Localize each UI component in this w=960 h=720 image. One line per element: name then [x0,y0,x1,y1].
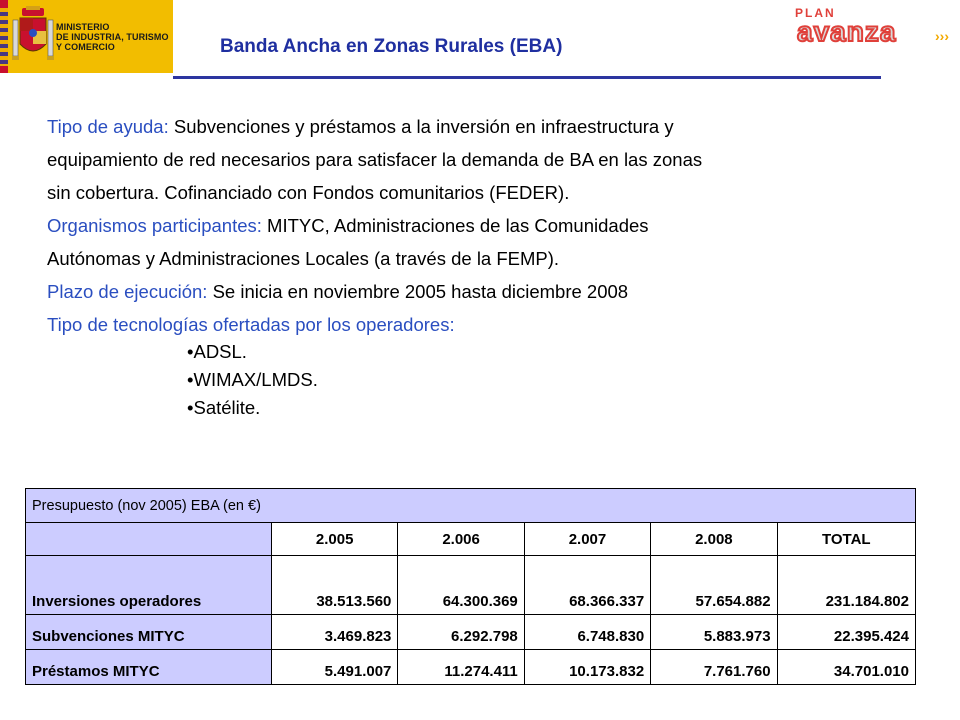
table-cell: 11.274.411 [398,650,524,685]
table-cell: 7.761.760 [651,650,777,685]
page-title: Banda Ancha en Zonas Rurales (EBA) [220,36,563,57]
column-header: TOTAL [777,523,915,556]
coat-of-arms-icon [12,6,54,66]
table-row [26,650,916,685]
deadline-value: Se inicia en noviembre 2005 hasta diciembre 2008 [207,281,629,302]
brand-main-text: avanza [797,16,897,47]
ministry-line: DE INDUSTRIA, TURISMO [56,32,169,42]
technologies-label: Tipo de tecnologías ofertadas por los operadores: [47,314,455,335]
participants-label: Organismos participantes: [47,215,262,236]
ministry-line: MINISTERIO [56,22,110,32]
deadline-line [47,275,907,308]
ministry-logo [0,0,173,73]
row-label: Inversiones operadores [26,556,272,615]
plan-avanza-logo [795,6,960,46]
table-row [26,615,916,650]
aid-type-label: Tipo de ayuda: [47,116,169,137]
brand-marks: ››› [935,28,949,44]
title-divider [173,76,881,79]
table-cell: 34.701.010 [777,650,915,685]
table-row [26,556,916,615]
table-cell: 3.469.823 [272,615,398,650]
row-label: Subvenciones MITYC [26,615,272,650]
table-cell: 38.513.560 [272,556,398,615]
table-cell: 5.883.973 [651,615,777,650]
table-cell: 5.491.007 [272,650,398,685]
table-cell: 6.292.798 [398,615,524,650]
table-cell: 10.173.832 [524,650,650,685]
table-caption: Presupuesto (nov 2005) EBA (en €) [26,489,916,523]
text-line: Autónomas y Administraciones Locales (a través de la FEMP). [47,248,560,269]
aid-type-line [47,110,907,143]
deadline-label: Plazo de ejecución: [47,281,208,302]
budget-table [25,488,916,685]
aid-type-line-3 [47,176,907,209]
flag-strip [0,0,8,73]
ministry-line: Y COMERCIO [56,42,115,52]
participants-value: MITYC, Administraciones de las Comunidades [261,215,649,236]
description-text [47,110,907,341]
table-header-row [26,523,916,556]
participants-line-2 [47,242,907,275]
text-line: sin cobertura. Cofinanciado con Fondos comunitarios (FEDER). [47,182,570,203]
table-caption-row [26,489,916,523]
column-header: 2.008 [651,523,777,556]
aid-type-value: Subvenciones y préstamos a la inversión en infraestructura y [168,116,674,137]
table-cell: 22.395.424 [777,615,915,650]
participants-line [47,209,907,242]
header-corner-cell [26,523,272,556]
list-item: •ADSL. [187,341,247,362]
list-item: •WIMAX/LMDS. [187,369,318,390]
text-line: equipamiento de red necesarios para satisfacer la demanda de BA en las zonas [47,149,703,170]
table-cell: 64.300.369 [398,556,524,615]
ministry-name [56,22,171,52]
table-cell: 231.184.802 [777,556,915,615]
technology-list [187,338,318,422]
table-cell: 6.748.830 [524,615,650,650]
aid-type-line-2 [47,143,907,176]
list-item: •Satélite. [187,397,261,418]
column-header: 2.006 [398,523,524,556]
technologies-line [47,308,907,341]
table-cell: 57.654.882 [651,556,777,615]
column-header: 2.007 [524,523,650,556]
table-cell: 68.366.337 [524,556,650,615]
column-header: 2.005 [272,523,398,556]
brand-small-text: PLAN [795,6,836,20]
row-label: Préstamos MITYC [26,650,272,685]
